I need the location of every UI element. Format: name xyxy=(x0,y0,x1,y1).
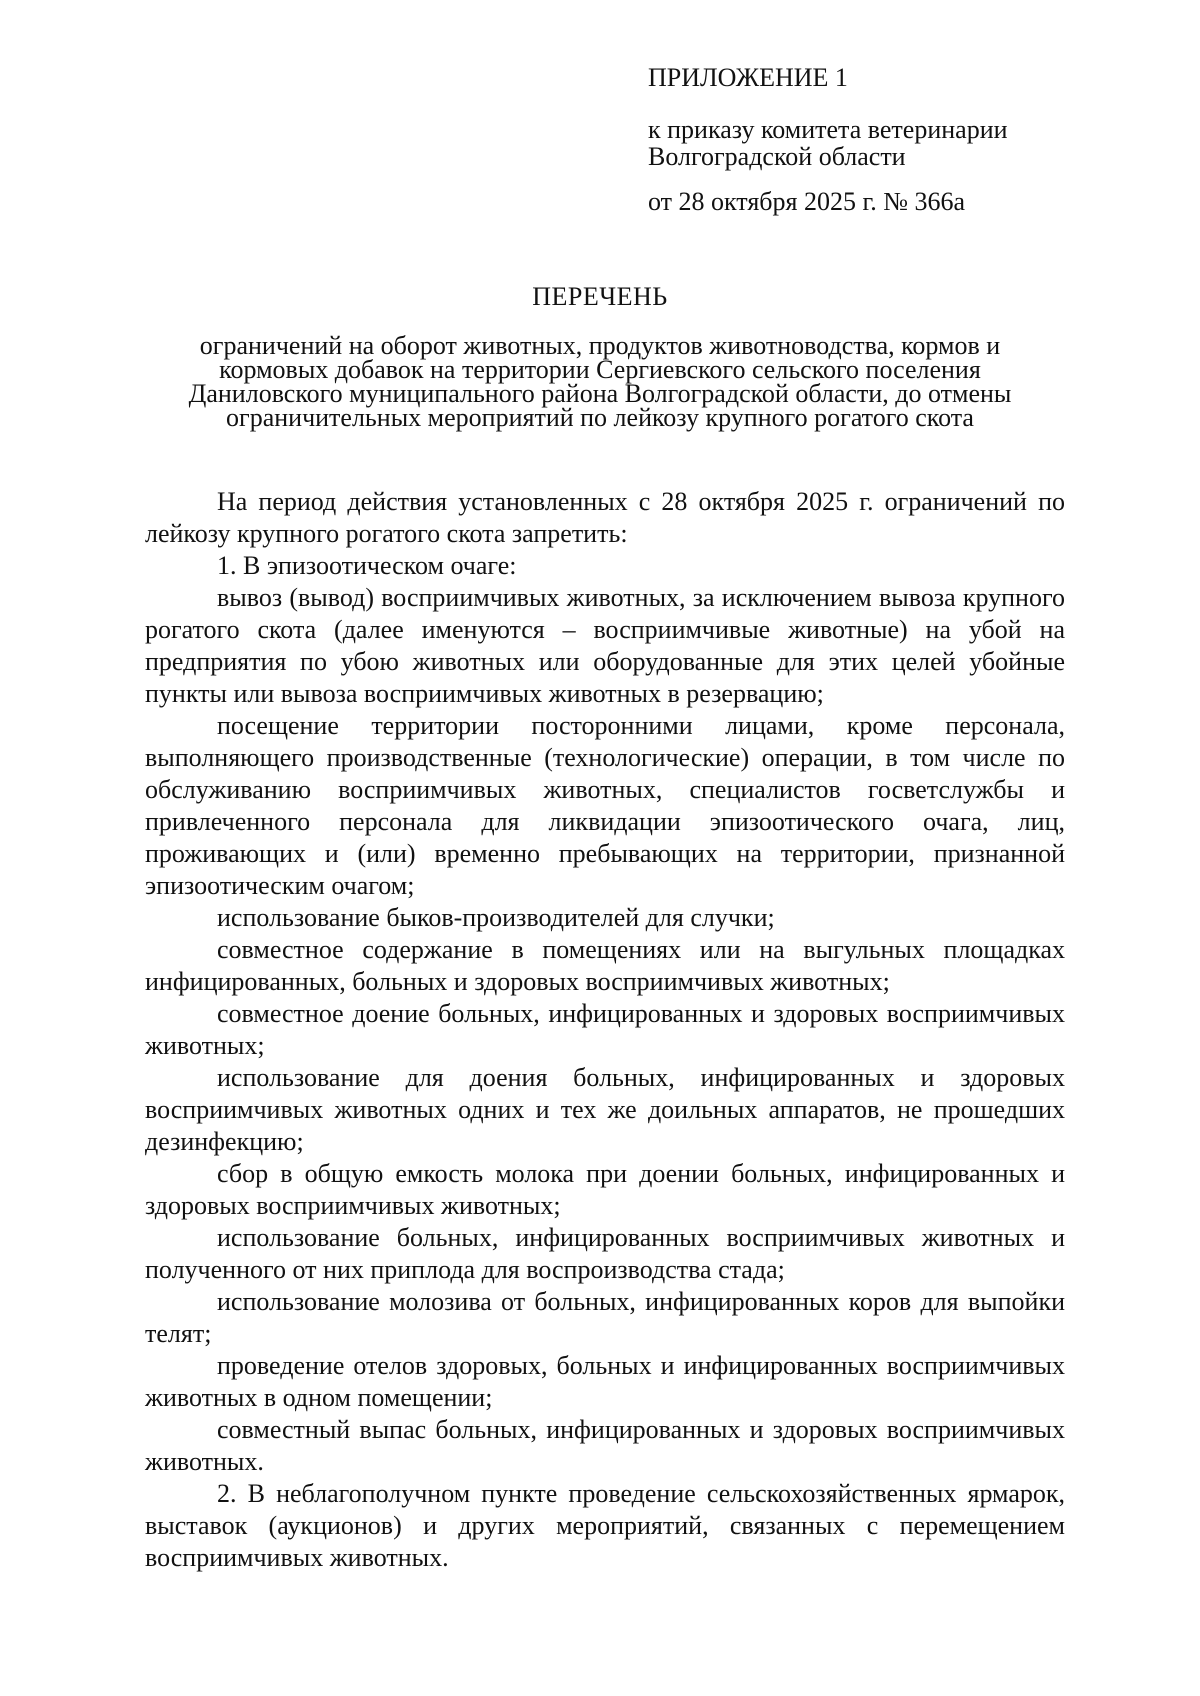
document-subtitle: ограничений на оборот животных, продуктов животноводства, кормов и кормовых добавок на территории Сергиевского сельского поселения Даниловского муниципального района Волгоградской области, до отмены ограничительных мероприятий по лейкозу крупного рогатого скота xyxy=(188,331,1012,432)
intro-paragraph: На период действия установленных с 28 октября 2025 г. ограничений по лейкозу крупного рогатого скота запретить: xyxy=(145,487,1065,548)
restriction-item: использование быков-производителей для случки; xyxy=(217,903,775,932)
restriction-item: вывоз (вывод) восприимчивых животных, за исключением вывоза крупного рогатого скота (далее именуются – восприимчивые животные) на убой на предприятия по убою животных или оборудованные для этих целей убойные пункты или вывоза восприимчивых животных в резервацию; xyxy=(145,583,1065,708)
document-heading: ПЕРЕЧЕНЬ xyxy=(532,282,668,311)
section-2-paragraph: 2. В неблагополучном пункте проведение сельскохозяйственных ярмарок, выставок (аукционов) и других мероприятий, связанных с перемещением восприимчивых животных. xyxy=(145,1479,1065,1572)
restriction-item: совместное содержание в помещениях или на выгульных площадках инфицированных, больных и здоровых восприимчивых животных; xyxy=(145,935,1065,996)
restriction-item: сбор в общую емкость молока при доении больных, инфицированных и здоровых восприимчивых животных; xyxy=(145,1159,1065,1220)
restriction-item: совместный выпас больных, инфицированных и здоровых восприимчивых животных. xyxy=(145,1415,1065,1476)
appendix-reference: к приказу комитета ветеринарии Волгоградской области xyxy=(648,115,1008,171)
document-body xyxy=(145,486,1065,1574)
restriction-item: проведение отелов здоровых, больных и инфицированных восприимчивых животных в одном помещении; xyxy=(145,1351,1065,1412)
restriction-item: использование молозива от больных, инфицированных коров для выпойки телят; xyxy=(145,1287,1065,1348)
section-1-heading: 1. В эпизоотическом очаге: xyxy=(217,551,517,580)
restriction-item: использование для доения больных, инфицированных и здоровых восприимчивых животных одних и тех же доильных аппаратов, не прошедших дезинфекцию; xyxy=(145,1063,1065,1156)
appendix-title: ПРИЛОЖЕНИЕ 1 xyxy=(648,63,848,92)
restriction-item: посещение территории посторонними лицами, кроме персонала, выполняющего производственные (технологические) операции, в том числе по обслуживанию восприимчивых животных, специалистов госветслужбы и привлеченного персонала для ликвидации эпизоотического очага, лиц, проживающих и (или) временно пребывающих на территории, признанной эпизоотическим очагом; xyxy=(145,711,1065,900)
restriction-item: совместное доение больных, инфицированных и здоровых восприимчивых животных; xyxy=(145,999,1065,1060)
restriction-item: использование больных, инфицированных восприимчивых животных и полученного от них приплода для воспроизводства стада; xyxy=(145,1223,1065,1284)
appendix-date: от 28 октября 2025 г. № 366а xyxy=(648,187,966,216)
